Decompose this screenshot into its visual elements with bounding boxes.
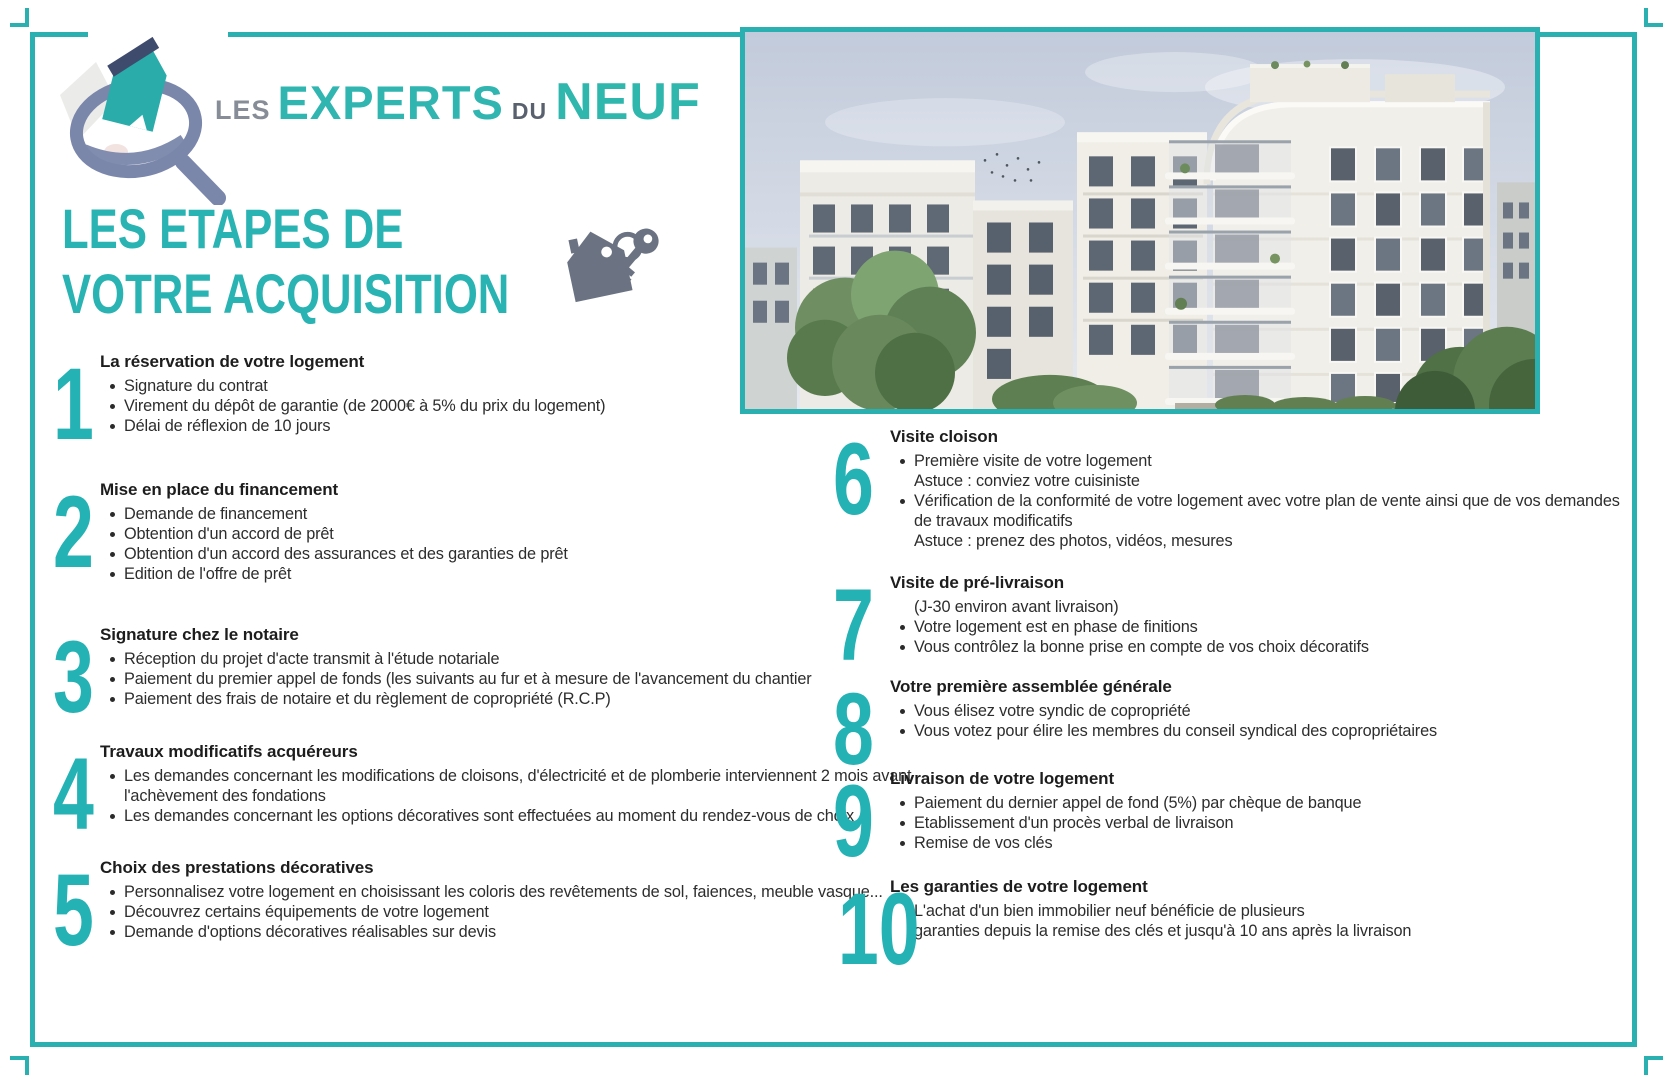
- step-item-text: Obtention d'un accord de prêt: [124, 525, 334, 543]
- step-number: [45, 620, 95, 734]
- steps-column-left: [45, 0, 935, 1080]
- step-number-value: 8: [832, 672, 874, 786]
- step-7: [822, 568, 1630, 682]
- corner-mark-top-left: [10, 8, 29, 27]
- corner-mark-bottom-left: [10, 1056, 29, 1075]
- bullet-dot: [900, 459, 905, 464]
- step-item-text: Vérification de la conformité de votre logement avec votre plan de vente ainsi que de vos demandes de travaux modificatifs: [914, 492, 1620, 530]
- step-item-text: Première visite de votre logement: [914, 452, 1152, 470]
- step-bullet-item: [100, 669, 935, 689]
- step-bullet-item: [100, 524, 935, 544]
- bullet-dot: [110, 657, 115, 662]
- step-number-value: 3: [52, 620, 94, 734]
- logo-word-neuf: NEUF: [555, 73, 701, 131]
- bullet-dot: [110, 910, 115, 915]
- step-number: [45, 347, 95, 461]
- bullet-dot: [110, 552, 115, 557]
- step-item-text: L'achat d'un bien immobilier neuf bénéficie de plusieurs: [914, 902, 1305, 920]
- step-bullet-item: [100, 902, 935, 922]
- step-bullet-item: [100, 564, 935, 584]
- step-bullet-item: [890, 721, 1630, 741]
- step-item-text: Vous votez pour élire les membres du conseil syndical des copropriétaires: [914, 722, 1437, 740]
- step-number: [822, 764, 884, 878]
- step-number: [822, 672, 884, 786]
- step-items: [100, 882, 935, 942]
- step-item-text: Vous contrôlez la bonne prise en compte de vos choix décoratifs: [914, 638, 1369, 656]
- step-number-value: 6: [832, 422, 874, 536]
- bullet-dot: [110, 512, 115, 517]
- step-item-text: Paiement du premier appel de fonds (les suivants au fur et à mesure de l'avancement du chantier: [124, 670, 812, 688]
- bullet-dot: [110, 384, 115, 389]
- step-heading: Livraison de votre logement: [890, 769, 1115, 788]
- step-items: [890, 901, 1630, 941]
- step-heading: La réservation de votre logement: [100, 352, 365, 371]
- bullet-dot: [110, 774, 115, 779]
- step-number-value: 2: [52, 475, 94, 589]
- step-2: [45, 475, 935, 589]
- step-text-line: [890, 597, 1630, 617]
- bullet-dot: [110, 697, 115, 702]
- step-item-text: Edition de l'offre de prêt: [124, 565, 292, 583]
- step-item-text: Vous élisez votre syndic de copropriété: [914, 702, 1191, 720]
- step-bullet-item: [890, 833, 1630, 853]
- step-bullet-item: [100, 376, 935, 396]
- bullet-dot: [900, 645, 905, 650]
- step-heading: Visite de pré-livraison: [890, 573, 1065, 592]
- step-items: [100, 766, 935, 826]
- step-item-text: Paiement du dernier appel de fond (5%) par chèque de banque: [914, 794, 1362, 812]
- step-number-value: 10: [837, 872, 920, 986]
- page-title-line2: VOTRE ACQUISITION: [62, 262, 510, 325]
- step-heading: Votre première assemblée générale: [890, 677, 1172, 696]
- step-bullet-item: [890, 491, 1630, 531]
- step-number: [45, 737, 95, 851]
- bullet-dot: [110, 572, 115, 577]
- bullet-dot: [900, 821, 905, 826]
- step-item-text: Remise de vos clés: [914, 834, 1053, 852]
- bullet-dot: [110, 404, 115, 409]
- step-item-text: Etablissement d'un procès verbal de livraison: [914, 814, 1234, 832]
- step-number-value: 7: [832, 568, 874, 682]
- step-items: [100, 376, 935, 436]
- step-bullet-item: [100, 504, 935, 524]
- bullet-dot: [110, 677, 115, 682]
- step-item-text: garanties depuis la remise des clés et jusqu'à 10 ans après la livraison: [914, 922, 1412, 940]
- step-item-text: Délai de réflexion de 10 jours: [124, 417, 331, 435]
- step-item-text: Paiement des frais de notaire et du règlement de copropriété (R.C.P): [124, 690, 611, 708]
- step-bullet-item: [100, 922, 935, 942]
- step-number-value: 4: [52, 737, 94, 851]
- step-item-text: Astuce : conviez votre cuisiniste: [914, 472, 1140, 490]
- bullet-dot: [110, 424, 115, 429]
- step-item-text: Astuce : prenez des photos, vidéos, mesures: [914, 532, 1233, 550]
- bullet-dot: [110, 814, 115, 819]
- step-heading: Les garanties de votre logement: [890, 877, 1148, 896]
- step-heading: Visite cloison: [890, 427, 998, 446]
- step-item-text: Découvrez certains équipements de votre logement: [124, 903, 489, 921]
- step-text-line: [890, 471, 1630, 491]
- step-bullet-item: [100, 882, 935, 902]
- step-item-text: Les demandes concernant les options décoratives sont effectuées au moment du rendez-vous de choix: [124, 807, 855, 825]
- step-number: [45, 853, 95, 967]
- step-items: [890, 597, 1630, 657]
- step-heading: Travaux modificatifs acquéreurs: [100, 742, 358, 761]
- step-1: [45, 347, 935, 461]
- step-item-text: Virement du dépôt de garantie (de 2000€ à 5% du prix du logement): [124, 397, 606, 415]
- step-bullet-item: [100, 649, 935, 669]
- step-6: [822, 422, 1630, 551]
- step-9: [822, 764, 1630, 878]
- bullet-dot: [110, 532, 115, 537]
- step-text-line: [890, 921, 1630, 941]
- step-items: [100, 649, 935, 709]
- bullet-dot: [110, 890, 115, 895]
- step-number: [822, 872, 920, 986]
- step-item-text: Personnalisez votre logement en choisissant les coloris des revêtements de sol, faiences, meuble vasque...: [124, 883, 883, 901]
- logo-word-les: LES: [215, 95, 271, 125]
- step-bullet-item: [890, 451, 1630, 471]
- step-item-text: Les demandes concernant les modifications de cloisons, d'électricité et de plomberie interviennent 2 mois avant l'achèvement des fondations: [124, 767, 912, 805]
- step-3: [45, 620, 935, 734]
- step-text-line: [890, 901, 1630, 921]
- step-heading: Mise en place du financement: [100, 480, 339, 499]
- step-items: [890, 701, 1630, 741]
- step-number-value: 5: [52, 853, 94, 967]
- step-item-text: Demande d'options décoratives réalisables sur devis: [124, 923, 496, 941]
- step-5: [45, 853, 935, 967]
- step-bullet-item: [100, 544, 935, 564]
- step-bullet-item: [890, 617, 1630, 637]
- step-bullet-item: [100, 396, 935, 416]
- step-4: [45, 737, 935, 851]
- step-item-text: Demande de financement: [124, 505, 308, 523]
- logo-word-du: DU: [511, 98, 548, 124]
- step-bullet-item: [890, 813, 1630, 833]
- step-10: [822, 872, 1630, 986]
- bullet-dot: [110, 930, 115, 935]
- steps-column-right: [822, 0, 1630, 1080]
- step-number-value: 9: [832, 764, 874, 878]
- step-bullet-item: [890, 793, 1630, 813]
- step-heading: Signature chez le notaire: [100, 625, 299, 644]
- step-number-value: 1: [52, 347, 94, 461]
- step-text-line: [890, 531, 1630, 551]
- step-number: [45, 475, 95, 589]
- step-item-text: (J-30 environ avant livraison): [914, 598, 1119, 616]
- step-items: [890, 793, 1630, 853]
- bullet-dot: [900, 841, 905, 846]
- step-items: [890, 451, 1630, 551]
- bullet-dot: [900, 625, 905, 630]
- logo-word-experts: EXPERTS: [277, 76, 504, 129]
- step-bullet-item: [100, 806, 935, 826]
- bullet-dot: [900, 499, 905, 504]
- step-bullet-item: [890, 701, 1630, 721]
- step-bullet-item: [100, 689, 935, 709]
- step-number: [822, 568, 884, 682]
- page-title-line1: LES ETAPES DE: [62, 197, 404, 260]
- step-bullet-item: [100, 766, 935, 806]
- step-heading: Choix des prestations décoratives: [100, 858, 374, 877]
- step-item-text: Votre logement est en phase de finitions: [914, 618, 1198, 636]
- step-bullet-item: [100, 416, 935, 436]
- step-item-text: Signature du contrat: [124, 377, 268, 395]
- step-bullet-item: [890, 637, 1630, 657]
- step-items: [100, 504, 935, 584]
- step-number: [822, 422, 884, 536]
- step-item-text: Réception du projet d'acte transmit à l'étude notariale: [124, 650, 500, 668]
- corner-mark-top-right: [1644, 8, 1663, 27]
- bullet-dot: [900, 801, 905, 806]
- corner-mark-bottom-right: [1644, 1056, 1663, 1075]
- bullet-dot: [900, 709, 905, 714]
- bullet-dot: [900, 729, 905, 734]
- step-item-text: Obtention d'un accord des assurances et des garanties de prêt: [124, 545, 568, 563]
